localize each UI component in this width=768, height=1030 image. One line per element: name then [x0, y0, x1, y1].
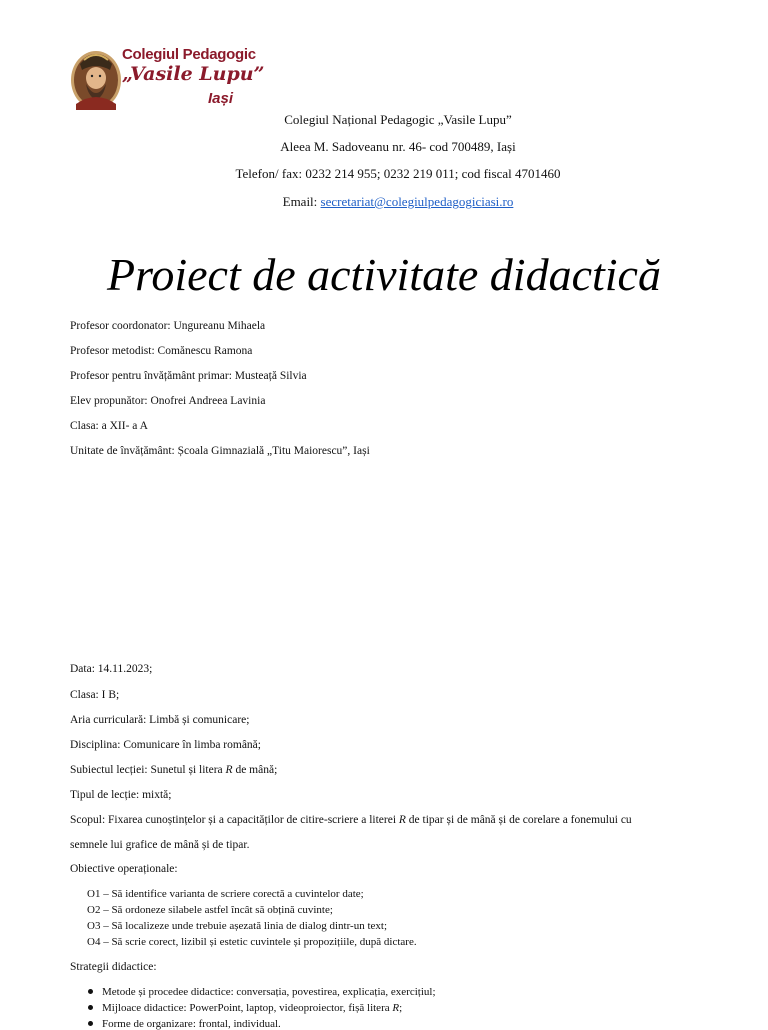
institution-email-line: [14, 194, 768, 210]
school-logo: [70, 44, 265, 114]
institution-phone: Telefon/ fax: 0232 214 955; 0232 219 011; cod fiscal 4701460: [235, 166, 561, 181]
logo-line-3: Iași: [208, 90, 234, 107]
lesson-purpose-end: de tipar și de mână și de corelare a fonemului cu: [405, 814, 632, 826]
lesson-purpose-line2: semnele lui grafice de mână și de tipar.: [70, 839, 250, 851]
objective-item: O4 – Să scrie corect, lizibil și estetic cuvintele și propozițiile, după dictare.: [87, 936, 417, 948]
lesson-purpose-letter: R: [398, 814, 406, 826]
lesson-discipline: Disciplina: Comunicare în limba română;: [70, 739, 261, 751]
strategy-text-end: ;: [399, 1002, 403, 1014]
strategy-item: [88, 986, 436, 998]
strategy-item: [88, 1018, 281, 1030]
portrait-emblem-icon: [70, 44, 122, 110]
objective-item: O2 – Să ordoneze silabele astfel încât să obțină cuvinte;: [87, 904, 333, 916]
institution-name: Colegiul Național Pedagogic „Vasile Lupu”: [284, 112, 512, 127]
strategy-text: Metode și procedee didactice: conversația, povestirea, explicația, exercițiul;: [102, 986, 436, 998]
objective-item: O3 – Să localizeze unde trebuie așezată linia de dialog dintr-un text;: [87, 920, 388, 932]
lesson-subject-end: de mână;: [232, 764, 278, 776]
strategy-item: [88, 1002, 402, 1014]
lesson-subject-text: Subiectul lecției: Sunetul și litera: [70, 764, 226, 776]
objectives-label: Obiective operaționale:: [70, 863, 178, 875]
email-link[interactable]: secretariat@colegiulpedagogiciasi.ro: [320, 194, 514, 209]
logo-line-2: „Vasile Lupu”: [122, 63, 265, 85]
document-title: Proiect de activitate didactică: [107, 249, 661, 300]
strategies-label: Strategii didactice:: [70, 961, 157, 973]
strategy-letter: R: [392, 1002, 400, 1014]
staff-primary-teacher: Profesor pentru învățământ primar: Musteață Silvia: [70, 370, 307, 382]
staff-class: Clasa: a XII- a A: [70, 420, 148, 432]
email-label: Email:: [282, 194, 321, 209]
staff-methodist: Profesor metodist: Comănescu Ramona: [70, 345, 253, 357]
objective-item: O1 – Să identifice varianta de scriere corectă a cuvintelor date;: [87, 888, 364, 900]
staff-school: Unitate de învățământ: Școala Gimnazială „Titu Maiorescu”, Iași: [70, 445, 370, 457]
strategy-text: Mijloace didactice: PowerPoint, laptop, videoproiector, fișă litera: [102, 1002, 393, 1014]
bullet-icon: [88, 1005, 93, 1010]
lesson-area: Aria curriculară: Limbă și comunicare;: [70, 714, 250, 726]
lesson-type: Tipul de lecție: mixtă;: [70, 789, 172, 801]
lesson-subject: [70, 764, 277, 776]
logo-line-1: Colegiul Pedagogic: [122, 46, 256, 63]
staff-coordinator: Profesor coordonator: Ungureanu Mihaela: [70, 320, 266, 332]
bullet-icon: [88, 1021, 93, 1026]
bullet-icon: [88, 989, 93, 994]
lesson-subject-letter: R: [225, 764, 233, 776]
strategy-text: Forme de organizare: frontal, individual.: [102, 1018, 281, 1030]
institution-address: Aleea M. Sadoveanu nr. 46- cod 700489, Iași: [280, 139, 516, 154]
staff-student: Elev propunător: Onofrei Andreea Lavinia: [70, 395, 266, 407]
lesson-purpose-text: Scopul: Fixarea cunoștințelor și a capacităților de citire-scriere a literei: [70, 814, 399, 826]
lesson-purpose-line1: [70, 814, 632, 826]
lesson-date: Data: 14.11.2023;: [70, 663, 153, 675]
lesson-class: Clasa: I B;: [70, 689, 120, 701]
